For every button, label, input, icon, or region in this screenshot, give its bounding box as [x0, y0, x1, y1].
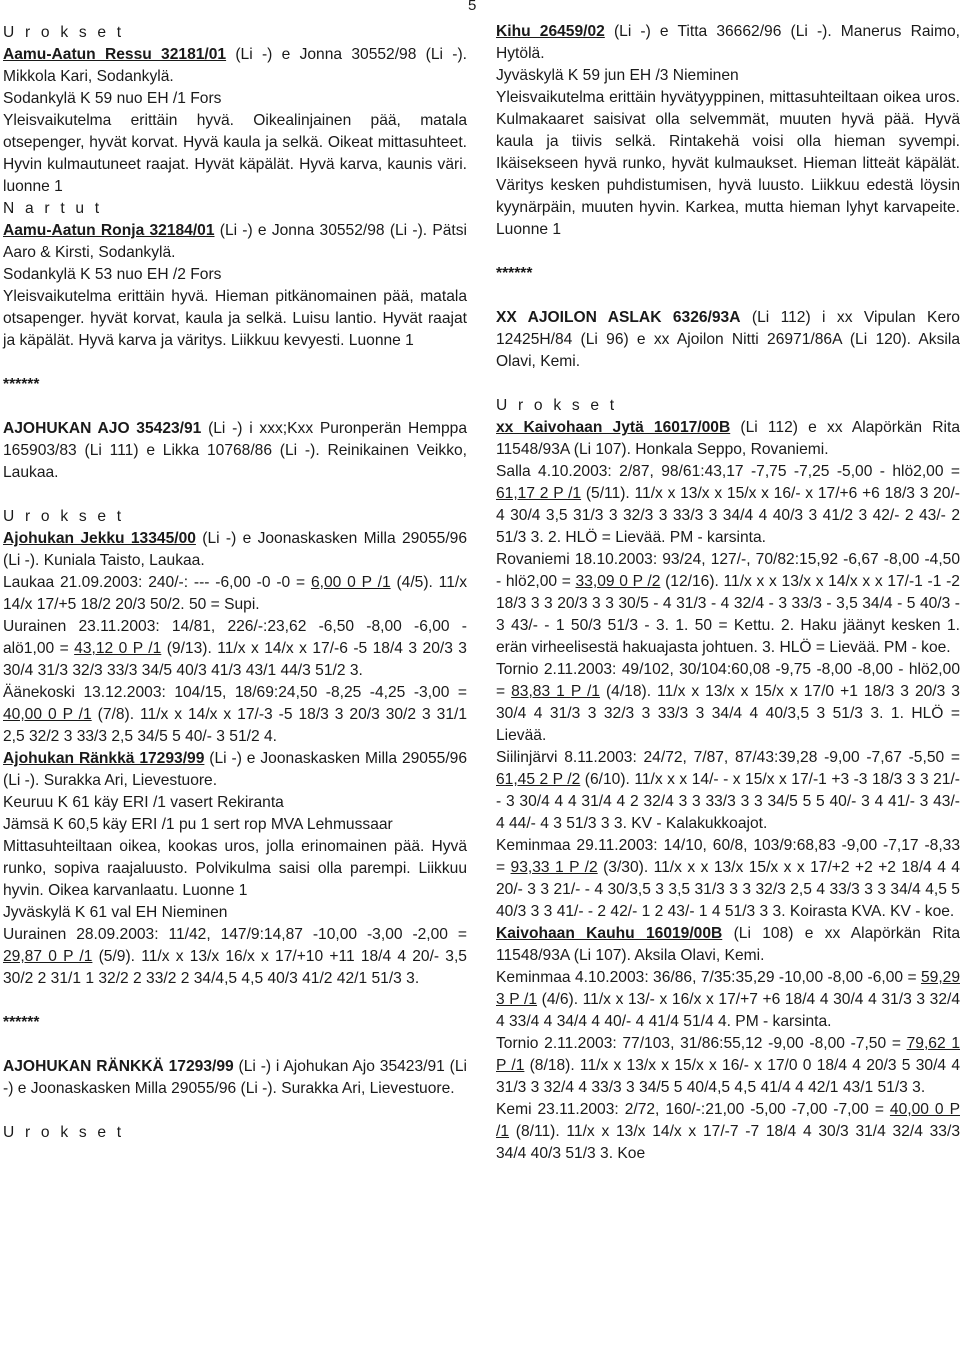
- left-column: [3, 22, 467, 1144]
- text-run: (Li -) e Joonaskasken Milla 29055/96 (Li -). Surakka Ari, Lievestuore.: [3, 750, 467, 789]
- dog-name: AJOHUKAN AJO 35423/91: [3, 420, 202, 437]
- paragraph: [3, 506, 467, 528]
- text-run: (Li -) e Titta 36662/96 (Li -). Manerus Raimo, Hytölä.: [496, 23, 960, 62]
- text-run: (Li -) i xxx;Kxx Puronperän Hemppa 165903/83 (Li 111) e Likka 10768/86 (Li -). Reinikainen Veikko, Laukaa.: [3, 420, 468, 481]
- dog-name: Ajohukan Ränkkä 17293/99: [3, 750, 205, 767]
- text-run: (Li 112) e xx Alapörkän Rita 11548/93A (Li 107). Honkala Seppo, Rovaniemi.: [496, 419, 960, 458]
- dog-name: ******: [496, 265, 533, 282]
- text-run: 6,00 0 P /1: [310, 574, 391, 591]
- text-run: 29,87 0 P /1: [3, 948, 93, 965]
- text-run: Siilinjärvi 8.11.2003: 24/72, 7/87, 87/43:39,28 -9,00 -7,67 -5,50 =: [496, 749, 960, 766]
- dog-name: Kaivohaan Kauhu 16019/00B: [496, 925, 723, 942]
- page-number: 5: [468, 0, 477, 14]
- paragraph: [496, 417, 960, 461]
- paragraph: [496, 263, 960, 285]
- paragraph: [3, 1056, 467, 1100]
- paragraph: [3, 902, 467, 924]
- paragraph: [3, 1012, 467, 1034]
- paragraph: [496, 835, 960, 923]
- dog-name: ******: [3, 1014, 40, 1031]
- paragraph: [3, 44, 467, 88]
- text-run: 40,00 0 P /1: [3, 706, 92, 723]
- text-run: Jyväskylä K 59 jun EH /3 Nieminen: [496, 67, 739, 84]
- text-run: Yleisvaikutelma erittäin hyvä. Oikealinjainen pää, matala otsepenger, hyvät korvat. Hyvä kaula ja selkä. Oikeat mittasuhteet. Hyvin kulmautuneet raajat. Hyvät käpälät. Hyvä karva, kaunis väri. luonne 1: [3, 112, 467, 195]
- dog-name: Ajohukan Jekku 13345/00: [3, 530, 196, 547]
- dog-name: Kihu 26459/02: [496, 23, 605, 40]
- text-run: (Li -) e Joonaskasken Milla 29055/96 (Li -). Kuniala Taisto, Laukaa.: [3, 530, 468, 569]
- text-run: Keminmaa 4.10.2003: 36/86, 7/35:35,29 -10,00 -8,00 -6,00 =: [496, 969, 921, 986]
- text-run: Mittasuhteiltaan oikea, kookas uros, jolla erinomainen pää. Hyvä runko, sopiva raajaluusto. Polvikulma saisi olla parempi. Liikkuu hyvin. Oikea karvanlaatu. Luonne 1: [3, 838, 467, 899]
- paragraph: [496, 747, 960, 835]
- text-run: Sodankylä K 53 nuo EH /2 Fors: [3, 266, 222, 283]
- paragraph: [496, 307, 960, 373]
- text-run: (6/10). 11/x x x 14/- - x 15/x x 17/-1 +3 -3 18/3 3 3 21/- - 3 30/4 4 4 31/4 4 2 32/4 3 3 33/3 3 3 34/5 5 5 40/- 3 4 41/- 3 43/- 4 44/- 4 3 51/3 3 3. KV - Kalakukkoajot.: [496, 771, 960, 832]
- text-run: 59,29 3 P /1: [496, 969, 960, 1008]
- text-run: N a r t u t: [3, 200, 103, 217]
- text-run: Tornio 2.11.2003: 49/102, 30/104:60,08 -9,75 -8,00 -8,00 - hlö2,00 =: [496, 661, 960, 700]
- dog-name: Aamu-Aatun Ressu 32181/01: [3, 46, 227, 63]
- text-run: 61,45 2 P /2: [496, 771, 581, 788]
- text-run: (Li -) i Ajohukan Ajo 35423/91 (Li -) e Joonaskasken Milla 29055/96 (Li -). Surakka Ari, Lievestuore.: [3, 1058, 467, 1097]
- paragraph: [3, 418, 467, 484]
- paragraph: [496, 923, 960, 967]
- text-run: (12/16). 11/x x x 13/x x 14/x x x 17/-1 -1 -2 18/3 3 3 20/3 3 3 30/5 - 4 31/3 - 4 32/4 - 3 33/3 - 3,5 34/4 - 5 40/3 - 3 43/- - 1 50/3 51/3 - 3. 1. 50 = Kettu. 2. Haku jäänyt kesken 1. erän virheelisestä hakuajasta johtuen. 3. HLÖ = Lievää. PM - koe.: [496, 573, 960, 656]
- text-run: (5/11). 11/x x 13/x x 15/x x 16/- x 17/+6 +6 18/3 3 20/- 4 30/4 3,5 31/3 3 32/3 3 33/3 3 34/4 4 40/3 3 41/2 3 42/- 2 43/- 2 51/3 3. 2. HLÖ = Lievää. PM - karsinta.: [496, 485, 960, 546]
- spacer: [3, 396, 467, 418]
- text-run: U r o k s e t: [3, 1124, 125, 1141]
- text-run: (Li 112) i xx Vipulan Kero 12425H/84 (Li 96) e xx Ajoilon Nitti 26971/86A (Li 120). Aksila Olavi, Kemi.: [496, 309, 960, 370]
- spacer: [496, 373, 960, 395]
- dog-name: AJOHUKAN RÄNKKÄ 17293/99: [3, 1058, 234, 1075]
- paragraph: [496, 967, 960, 1033]
- paragraph: [496, 1033, 960, 1099]
- paragraph: [3, 572, 467, 616]
- paragraph: [3, 88, 467, 110]
- paragraph: [3, 528, 467, 572]
- text-run: Uurainen 28.09.2003: 11/42, 147/9:14,87 -10,00 -3,00 -2,00 =: [3, 926, 467, 943]
- paragraph: [3, 198, 467, 220]
- text-run: Salla 4.10.2003: 2/87, 98/61:43,17 -7,75 -7,25 -5,00 - hlö2,00 =: [496, 463, 960, 480]
- paragraph: [3, 1122, 467, 1144]
- paragraph: [3, 924, 467, 990]
- dog-name: XX AJOILON ASLAK 6326/93A: [496, 309, 741, 326]
- text-run: 93,33 1 P /2: [510, 859, 598, 876]
- dog-name: xx Kaivohaan Jytä 16017/00B: [496, 419, 731, 436]
- spacer: [3, 1100, 467, 1122]
- text-run: 33,09 0 P /2: [575, 573, 661, 590]
- paragraph: [3, 748, 467, 792]
- spacer: [3, 484, 467, 506]
- text-run: 61,17 2 P /1: [496, 485, 582, 502]
- spacer: [496, 241, 960, 263]
- spacer: [3, 1034, 467, 1056]
- text-run: Uurainen 23.11.2003: 14/81, 226/-:23,62 -6,50 -8,00 -6,00 - alö1,00 =: [3, 618, 467, 657]
- text-run: (4/5). 11/x 14/x 17/+5 18/2 20/3 50/2. 50 = Supi.: [3, 574, 467, 613]
- paragraph: [3, 374, 467, 396]
- paragraph: [496, 549, 960, 659]
- paragraph: [496, 659, 960, 747]
- paragraph: [3, 836, 467, 902]
- paragraph: [3, 814, 467, 836]
- spacer: [3, 352, 467, 374]
- paragraph: [496, 65, 960, 87]
- text-run: (Li -) e Jonna 30552/98 (Li -). Mikkola Kari, Sodankylä.: [3, 46, 467, 85]
- dog-name: Aamu-Aatun Ronja 32184/01: [3, 222, 215, 239]
- text-run: (8/18). 11/x x 13/x x 15/x x 16/- x 17/0 0 18/4 4 20/3 5 30/4 4 31/3 3 32/4 4 33/3 3 34/5 5 40/4,5 4,5 41/4 4 42/1 43/1 51/3 3.: [496, 1057, 960, 1096]
- text-run: U r o k s e t: [3, 24, 125, 41]
- right-column: [496, 21, 960, 1165]
- text-run: 43,12 0 P /1: [74, 640, 162, 657]
- text-run: Laukaa 21.09.2003: 240/-: --- -6,00 -0 -0 =: [3, 574, 311, 591]
- text-run: Jämsä K 60,5 käy ERI /1 pu 1 sert rop MVA Lehmussaar: [3, 816, 393, 833]
- text-run: (4/18). 11/x x 13/x x 15/x x 17/0 +1 18/3 3 20/3 3 30/4 4 31/3 3 32/3 3 33/3 3 34/4 4 40/3,5 3 51/3 3. 1. HLÖ = Lievää.: [496, 683, 960, 744]
- text-run: 79,62 1 P /1: [496, 1035, 960, 1074]
- text-run: (Li 108) e xx Alapörkän Rita 11548/93A (Li 107). Aksila Olavi, Kemi.: [496, 925, 960, 964]
- paragraph: [3, 22, 467, 44]
- text-run: Keuruu K 61 käy ERI /1 vasert Rekiranta: [3, 794, 284, 811]
- text-run: U r o k s e t: [3, 508, 125, 525]
- text-run: Keminmaa 29.11.2003: 14/10, 60/8, 103/9:68,83 -9,00 -7,17 -8,33 =: [496, 837, 960, 876]
- paragraph: [3, 110, 467, 198]
- text-run: (5/9). 11/x x 13/x 16/x x 17/+10 +11 18/4 4 20/- 3,5 30/2 2 31/1 1 32/2 2 33/2 2 34/4,5 4,5 40/3 41/2 42/1 51/3 3.: [3, 948, 467, 987]
- text-run: Tornio 2.11.2003: 77/103, 31/86:55,12 -9,00 -8,00 -7,50 =: [496, 1035, 907, 1052]
- text-run: (9/13). 11/x x 14/x x 17/-6 -5 18/4 3 20/3 3 30/4 31/3 32/3 33/3 34/5 40/3 41/3 43/1 44/3 51/2 3.: [3, 640, 467, 679]
- text-run: Yleisvaikutelma erittäin hyvä. Hieman pitkänomainen pää, matala otsapenger. hyvät korvat, kaula ja selkä. Luisu lantio. Hyvät raajat ja käpälät. Hyvä karva ja väritys. Liikkuu kevyesti. Luonne 1: [3, 288, 467, 349]
- text-run: 40,00 0 P /1: [496, 1101, 960, 1140]
- text-run: Äänekoski 13.12.2003: 104/15, 18/69:24,50 -8,25 -4,25 -3,00 =: [3, 684, 467, 701]
- spacer: [3, 990, 467, 1012]
- text-run: (3/30). 11/x x x 13/x 15/x x x 17/+2 +2 +2 18/4 4 4 20/- 3 3 21/- - 4 30/3,5 3 3,5 31/3 3 3 32/3 2,5 4 33/3 3 3 34/4 4,5 5 40/3 3 3 41/- - 2 42/- 1 2 43/- 1 4 51/3 3 3. Koirasta KVA. KV - koe.: [496, 859, 960, 920]
- paragraph: [3, 286, 467, 352]
- paragraph: [496, 87, 960, 241]
- text-run: Sodankylä K 59 nuo EH /1 Fors: [3, 90, 222, 107]
- text-run: Kemi 23.11.2003: 2/72, 160/-:21,00 -5,00 -7,00 -7,00 =: [496, 1101, 890, 1118]
- paragraph: [3, 792, 467, 814]
- text-run: U r o k s e t: [496, 397, 618, 414]
- text-run: (Li -) e Jonna 30552/98 (Li -). Pätsi Aaro & Kirsti, Sodankylä.: [3, 222, 467, 261]
- dog-name: ******: [3, 376, 40, 393]
- paragraph: [496, 21, 960, 65]
- paragraph: [496, 1099, 960, 1165]
- paragraph: [3, 616, 467, 682]
- text-run: (8/11). 11/x x 13/x 14/x x 17/-7 -7 18/4 4 30/3 31/4 32/4 33/3 34/4 40/3 51/3 3. Koe: [496, 1123, 960, 1162]
- paragraph: [3, 682, 467, 748]
- text-run: (7/8). 11/x x 14/x x 17/-3 -5 18/3 3 20/3 30/2 3 31/1 2,5 32/2 3 33/3 2,5 34/5 5 40/- 3 51/2 4.: [3, 706, 467, 745]
- text-run: 83,83 1 P /1: [511, 683, 600, 700]
- text-run: Yleisvaikutelma erittäin hyvätyyppinen, mittasuhteiltaan oikea uros. Kulmakaaret saisivat olla selvemmät, muuten hyvä pää. Hyvä kaula ja tiivis selkä. Rintakehä voisi olla hieman syvempi. Ikäisekseen hyvä runko, hyvät kulmaukset. Hieman litteät käpälät. Väritys kesken puhdistumisen, hyvä luusto. Liikkuu edestä löysin kyynärpäin, muuten hyvin. Karkea, mutta hieman lyhyt karvapeite. Luonne 1: [496, 89, 960, 238]
- text-run: Jyväskylä K 61 val EH Nieminen: [3, 904, 228, 921]
- text-run: (4/6). 11/x x 13/- x 16/x x 17/+7 +6 18/4 4 30/4 4 31/3 3 32/4 4 33/4 4 34/4 4 40/- 4 41/4 51/4 4. PM - karsinta.: [496, 991, 960, 1030]
- spacer: [496, 285, 960, 307]
- text-run: Rovaniemi 18.10.2003: 93/24, 127/-, 70/82:15,92 -6,67 -8,00 -4,50 - hlö2,00 =: [496, 551, 960, 590]
- paragraph: [496, 461, 960, 549]
- paragraph: [496, 395, 960, 417]
- paragraph: [3, 264, 467, 286]
- paragraph: [3, 220, 467, 264]
